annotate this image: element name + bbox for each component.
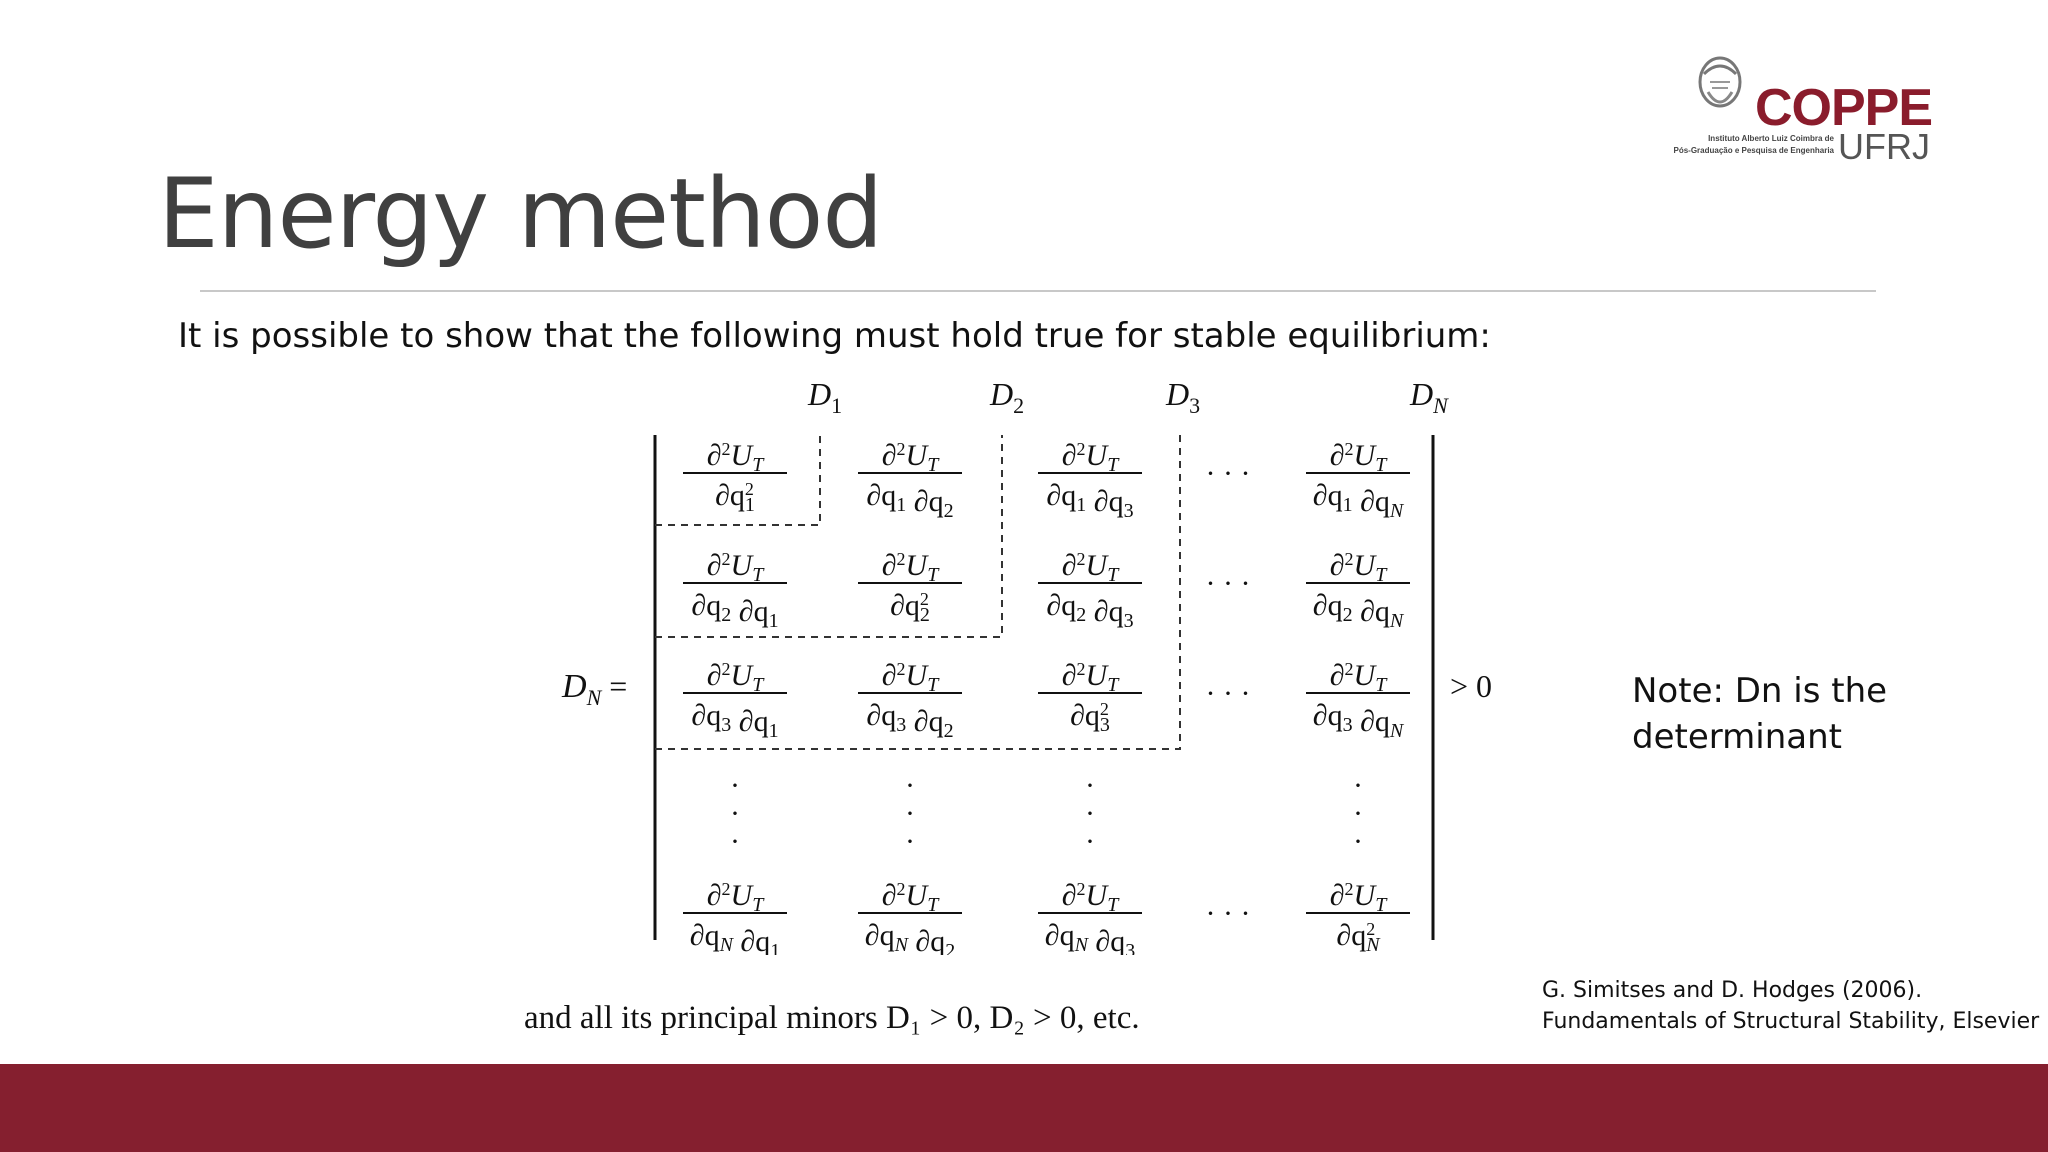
svg-text:∂2UT: $\partial^2U_T$ [881,439,939,476]
svg-text:·: · [1085,769,1095,802]
footer-bar [0,1064,2048,1152]
svg-text:∂2UT: $\partial^2U_T$ [1329,439,1387,476]
svg-text:·: · [905,797,915,830]
citation-line-2: Fundamentals of Structural Stability, Elsevier [1542,1009,2040,1034]
svg-text:∂2UT: $\partial^2U_T$ [881,879,939,916]
svg-text:∂q1 ∂q3: $\partial q_1$ $\partial q_3$ [1046,479,1134,522]
citation-line-1: G. Simitses and D. Hodges (2006). [1542,978,1923,1003]
svg-text:∂q1 ∂qN: $\partial q_1$ $\partial q_N$ [1312,479,1404,522]
svg-text:∂2UT: $\partial^2U_T$ [881,549,939,586]
svg-text:·: · [730,769,740,802]
svg-text:·: · [1353,797,1363,830]
logo-institute-line: Instituto Alberto Luiz Coimbra de [1708,134,1834,143]
svg-text:∂2UT: $\partial^2U_T$ [1329,879,1387,916]
svg-text:·: · [1085,797,1095,830]
svg-text:· · ·: · · · [1205,897,1251,930]
svg-text:∂2UT: $\partial^2U_T$ [1061,879,1119,916]
svg-text:·: · [1085,825,1095,858]
svg-text:∂2UT: $\partial^2U_T$ [706,439,764,476]
logo-ufrj-text: UFRJ [1838,126,1930,167]
svg-text:∂2UT: $\partial^2U_T$ [1329,549,1387,586]
logo-coppe-text: COPPE [1755,79,1933,137]
svg-text:∂q23: $\partial q^2$ 3 [1070,699,1110,736]
title-divider [200,290,1876,292]
lhs-dn: $D_N$ = [562,668,628,710]
svg-text:∂qN ∂q2: $\partial q_N$ $\partial q_2$ [864,919,956,955]
minor-label-d3: $D_3$ [1166,376,1201,418]
citation [1542,975,2039,1037]
logo-department-line: Pós-Graduação e Pesquisa de Engenharia [1673,146,1834,155]
svg-text:∂2UT: $\partial^2U_T$ [881,659,939,696]
svg-text:∂qN ∂q3: $\partial q_N$ $\partial q_3$ [1044,919,1136,955]
svg-text:∂qN ∂q1: $\partial q_N$ $\partial q_1$ [689,919,781,955]
svg-text:·: · [1353,825,1363,858]
svg-text:·: · [730,797,740,830]
svg-text:∂q3 ∂qN: $\partial q_3$ $\partial q_N$ [1312,699,1404,742]
svg-text:∂q22: $\partial q^2$ 2 [890,589,930,626]
svg-text:·: · [730,825,740,858]
note-text: Note: Dn is the determinant [1632,671,1888,757]
svg-text:·: · [905,825,915,858]
minor-label-d1: $D_1$ [808,376,843,418]
svg-text:∂q2 ∂q3: $\partial q_2$ $\partial q_3$ [1046,589,1134,632]
svg-text:∂q3 ∂q2: $\partial q_3$ $\partial q_2$ [866,699,954,742]
coppe-ufrj-logo [1650,48,1933,167]
intro-text: It is possible to show that the following must hold true for stable equilibrium: [178,316,1491,356]
principal-minors-text: and all its principal minors D₁ > 0, D₂ > 0, etc. [524,1000,1140,1036]
svg-text:∂q1 ∂q2: $\partial q_1$ $\partial q_2$ [866,479,954,522]
svg-text:· · ·: · · · [1205,677,1251,710]
svg-text:∂2UT: $\partial^2U_T$ [706,659,764,696]
minor-label-dn: $D_N$ [1410,376,1448,418]
svg-text:∂2UT: $\partial^2U_T$ [1061,659,1119,696]
svg-text:∂2UT: $\partial^2U_T$ [1329,659,1387,696]
svg-text:∂q2N: $\partial q^2$ N [1336,919,1380,955]
svg-text:∂2UT: $\partial^2U_T$ [706,549,764,586]
rhs-greater-zero: > 0 [1450,668,1493,704]
svg-text:∂q21: $\partial q^2$ 1 [715,479,755,516]
minor-label-d2: $D_2$ [990,376,1025,418]
svg-text:∂2UT: $\partial^2U_T$ [1061,439,1119,476]
svg-text:·: · [1353,769,1363,802]
svg-text:· · ·: · · · [1205,567,1251,600]
svg-text:∂q2 ∂qN: $\partial q_2$ $\partial q_N$ [1312,589,1404,632]
svg-text:∂2UT: $\partial^2U_T$ [1061,549,1119,586]
svg-text:∂q2 ∂q1: $\partial q_2$ $\partial q_1$ [691,589,779,632]
slide-title: Energy method [158,158,883,270]
hessian-determinant-figure [540,375,1540,955]
svg-text:· · ·: · · · [1205,457,1251,490]
logo-emblem-icon [1690,52,1750,132]
svg-text:∂2UT: $\partial^2U_T$ [706,879,764,916]
svg-text:·: · [905,769,915,802]
matrix-cells [683,439,1410,955]
svg-text:∂q3 ∂q1: $\partial q_3$ $\partial q_1$ [691,699,779,742]
